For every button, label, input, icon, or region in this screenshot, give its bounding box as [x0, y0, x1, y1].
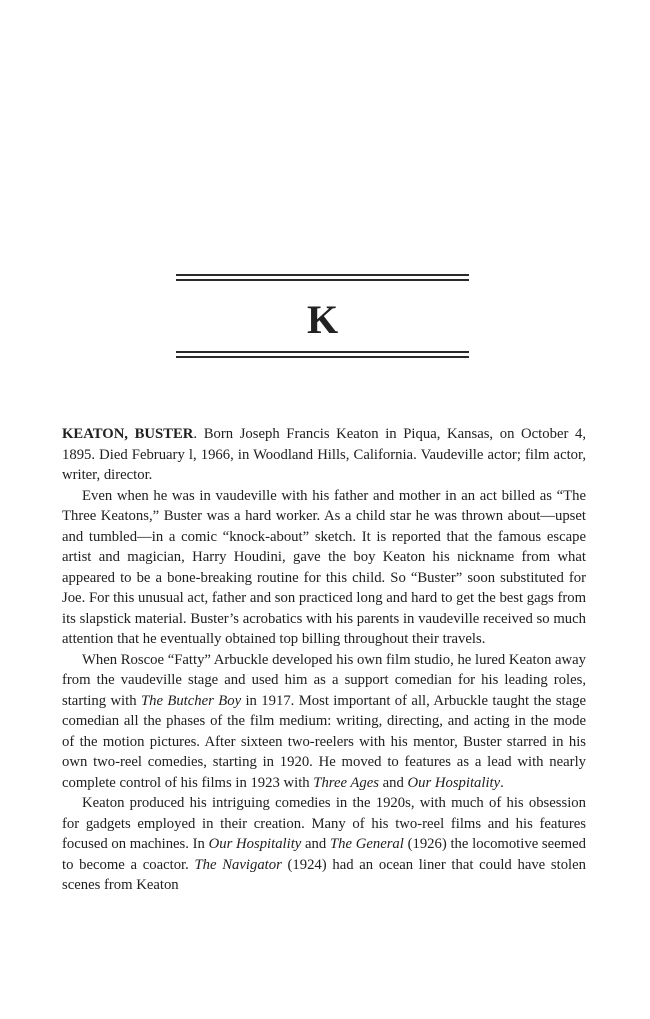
entry-intro-text: Born Joseph Francis Keaton in Piqua, Kansas, on October 4, 1895. Died February l, 1966, in Woodland Hills, California. Vaudeville actor; film actor, writer, director.	[62, 426, 586, 483]
entry-name: KEATON, BUSTER	[62, 426, 194, 442]
film-title: Three Ages	[313, 774, 379, 791]
film-title: The Butcher Boy	[140, 692, 242, 709]
paragraph-3: Keaton produced his intriguing comedies in the 1920s, with much of his obsession for gadgets employed in their creation. Many of his two-reel films and his features focused on machines. In Our Hospitality and The General (1926) the locomotive seemed to become a coactor. The Navigator (1924) had an ocean liner that could have stolen scenes from Keaton	[62, 795, 586, 893]
top-double-rule	[176, 274, 469, 281]
film-title: The Navigator	[194, 856, 282, 873]
rule-line	[176, 279, 469, 281]
entry-body	[62, 424, 586, 896]
paragraph-2: When Roscoe “Fatty” Arbuckle developed his own film studio, he lured Keaton away from the vaudeville stage and used him as a support comedian for his leading roles, starting with The Butcher Boy in 1917. Most important of all, Arbuckle taught the stage comedian all the phases of the film medium: writing, directing, and acting in the mode of the motion pictures. After sixteen two-reelers with his mentor, Buster starred in his own two-reel comedies, starting in 1920. He moved to features as a lead with nearly complete control of his films in 1923 with Three Ages and Our Hospitality.	[62, 651, 586, 791]
film-title: Our Hospitality	[407, 774, 501, 791]
rule-line	[176, 356, 469, 358]
bottom-double-rule	[176, 351, 469, 358]
film-title: The General	[329, 836, 404, 852]
film-title: Our Hospitality	[208, 836, 302, 852]
entry-intro: KEATON, BUSTER. Born Joseph Francis Keaton in Piqua, Kansas, on October 4, 1895. Died February l, 1966, in Woodland Hills, California. Vaudeville actor; film actor, writer, director.	[62, 426, 586, 483]
section-letter-heading: K	[306, 297, 339, 342]
paragraph-1: Even when he was in vaudeville with his father and mother in an act billed as “The Three Keatons,” Buster was a hard worker. As a child star he was thrown about—upset and tumbled—in a comic “knock-about” sketch. It is reported that the famous escape artist and magician, Harry Houdini, gave the boy Keaton his nickname from what appeared to be a bone-breaking routine for this child. So “Buster” soon substituted for Joe. For this unusual act, father and son practiced long and hard to get the best gags from its slapstick material. Buster’s acrobatics with his parents in vaudeville received so much attention that he eventually obtained top billing throughout their travels.	[62, 487, 586, 647]
